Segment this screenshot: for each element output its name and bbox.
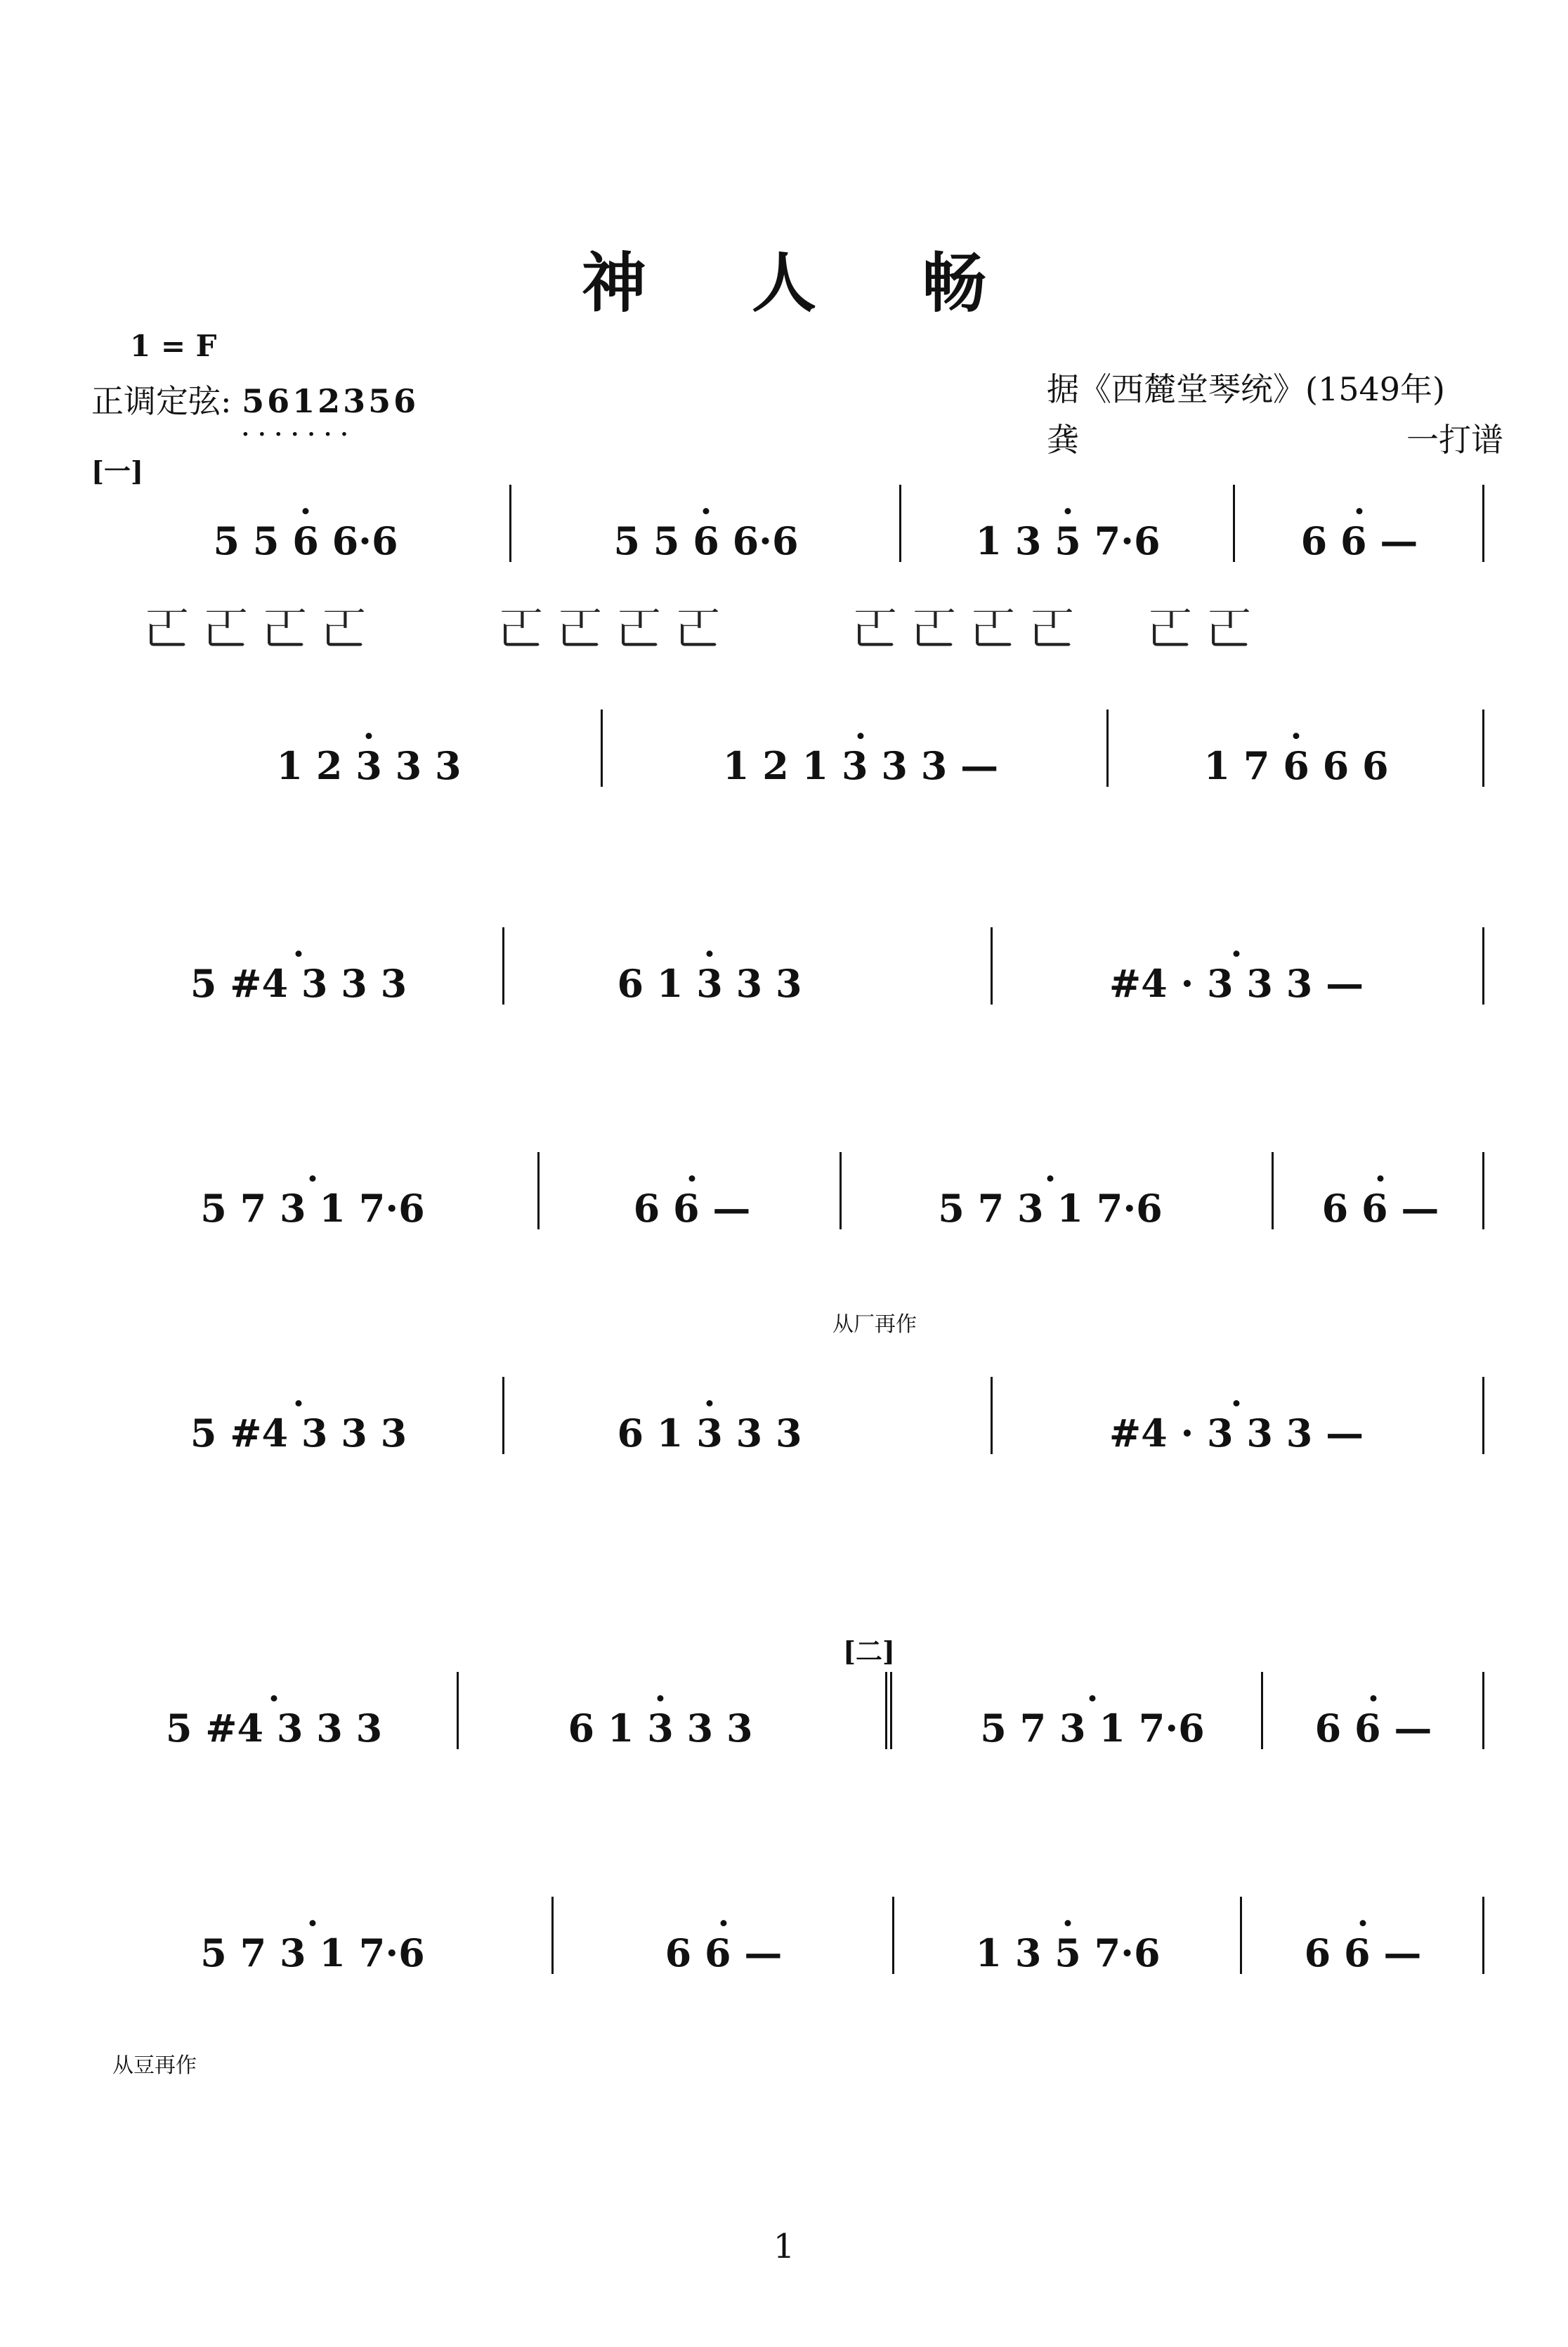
bar xyxy=(1005,927,1468,1005)
barline xyxy=(892,1897,894,1974)
bar-notes: · 1 3 5 7·6 xyxy=(975,520,1160,562)
score-row-1 xyxy=(116,485,1493,688)
bar-notes: · 6 6 — xyxy=(1305,1932,1422,1974)
barline xyxy=(1482,1377,1484,1454)
score-row-2 xyxy=(116,710,1493,913)
bar-notes: · 5 #4 3 3 3 xyxy=(190,1412,407,1454)
tuning-notes xyxy=(242,382,419,447)
score-row-5 xyxy=(116,1377,1493,1581)
barline xyxy=(502,927,504,1005)
score-row-6 xyxy=(116,1672,1493,1876)
section-label-2: [二] xyxy=(843,1635,895,1667)
barline xyxy=(1261,1672,1263,1749)
barline xyxy=(899,485,901,562)
tuning xyxy=(91,376,419,447)
bar xyxy=(523,927,896,1005)
barline xyxy=(1482,1897,1484,1974)
credit-role: 一打谱 xyxy=(1406,421,1503,459)
bar xyxy=(910,1897,1226,1974)
key-signature: 1 = F xyxy=(130,329,217,363)
bar xyxy=(1254,1897,1472,1974)
bar-notes: · 6 6 — xyxy=(634,1187,751,1229)
bar-notes: · 6 6 — xyxy=(1322,1187,1439,1229)
bar xyxy=(1005,1377,1468,1454)
double-barline xyxy=(885,1672,892,1749)
bar xyxy=(1286,1152,1475,1229)
repeat-note: 从豆再作 xyxy=(112,2053,197,2078)
score-row-7 xyxy=(112,1897,1493,2100)
jianzi-tablature: 𠀀𠀀𠀀𠀀 𠀀𠀀𠀀𠀀 𠀀𠀀𠀀𠀀 𠀀𠀀 xyxy=(144,602,1265,657)
page-number: 1 xyxy=(773,2227,795,2266)
bar-notes: · 1 3 5 7·6 xyxy=(975,1932,1160,1974)
tuning-notes-text: 5612356 xyxy=(242,382,419,420)
page-title: 神人畅 xyxy=(581,245,1092,321)
bar-notes: · 6 1 3 3 3 xyxy=(617,1412,802,1454)
bar xyxy=(116,927,481,1005)
barline xyxy=(839,1152,842,1229)
barline xyxy=(601,710,603,787)
repeat-note: 从厂再作 xyxy=(832,1312,917,1337)
credit-name: 龚 xyxy=(1047,421,1079,459)
bar xyxy=(523,1377,896,1454)
bar-notes: · 5 7 3 1 7·6 xyxy=(980,1707,1204,1749)
barline xyxy=(1482,1152,1484,1229)
bar-notes: · 6 6 — xyxy=(665,1932,783,1974)
bar xyxy=(573,1897,875,1974)
bar-notes: · #4 · 3 3 3 — xyxy=(1109,1412,1364,1454)
bar-notes: · 1 2 1 3 3 3 — xyxy=(723,745,998,787)
bar xyxy=(913,485,1222,562)
barline xyxy=(1240,1897,1242,1974)
barline xyxy=(1482,485,1484,562)
barline xyxy=(537,1152,540,1229)
barline xyxy=(502,1377,504,1454)
bar xyxy=(854,1152,1247,1229)
bar xyxy=(1247,485,1472,562)
bar xyxy=(116,1897,509,1974)
bar-notes: · 1 2 3 3 3 xyxy=(276,745,461,787)
bar xyxy=(116,485,495,562)
bar xyxy=(116,1377,481,1454)
bar xyxy=(1128,710,1465,787)
bar-notes: · 5 7 3 1 7·6 xyxy=(200,1187,424,1229)
score-row-3 xyxy=(116,927,1493,1131)
bar-notes: · 5 #4 3 3 3 xyxy=(166,1707,382,1749)
source-citation: 据《西麓堂琴统》(1549年) xyxy=(1047,370,1445,408)
barline xyxy=(991,1377,993,1454)
bar xyxy=(636,710,1085,787)
bar-notes: · 5 7 3 1 7·6 xyxy=(938,1187,1162,1229)
tuning-octave-dots: ······· xyxy=(242,422,358,447)
bar xyxy=(1275,1672,1472,1749)
bar-notes: · 5 5 6 6·6 xyxy=(213,520,398,562)
score-row-4 xyxy=(116,1152,1493,1356)
bar-notes: · 6 1 3 3 3 xyxy=(568,1707,752,1749)
bar xyxy=(523,485,889,562)
bar-notes: · 6 6 — xyxy=(1315,1707,1432,1749)
barline xyxy=(1106,710,1109,787)
section-label-1: [一] xyxy=(91,455,143,487)
bar xyxy=(903,1672,1282,1749)
credit xyxy=(1047,414,1503,461)
barline xyxy=(457,1672,459,1749)
bar-notes: · 6 6 — xyxy=(1301,520,1418,562)
barline xyxy=(1482,927,1484,1005)
barline xyxy=(1482,1672,1484,1749)
bar-notes: · 6 1 3 3 3 xyxy=(617,962,802,1005)
barline xyxy=(509,485,511,562)
barline xyxy=(551,1897,554,1974)
bar xyxy=(116,1152,509,1229)
bar xyxy=(471,1672,850,1749)
barline xyxy=(1272,1152,1274,1229)
barline xyxy=(1482,710,1484,787)
barline xyxy=(1233,485,1235,562)
bar-notes: · 5 #4 3 3 3 xyxy=(190,962,407,1005)
bar xyxy=(158,710,580,787)
tuning-label: 正调定弦: xyxy=(91,382,232,420)
bar-notes: · #4 · 3 3 3 — xyxy=(1109,962,1364,1005)
bar-notes: · 5 5 6 6·6 xyxy=(613,520,798,562)
barline xyxy=(991,927,993,1005)
bar xyxy=(551,1152,832,1229)
bar-notes: · 1 7 6 6 6 xyxy=(1203,745,1388,787)
bar-notes: · 5 7 3 1 7·6 xyxy=(200,1932,424,1974)
bar xyxy=(116,1672,432,1749)
